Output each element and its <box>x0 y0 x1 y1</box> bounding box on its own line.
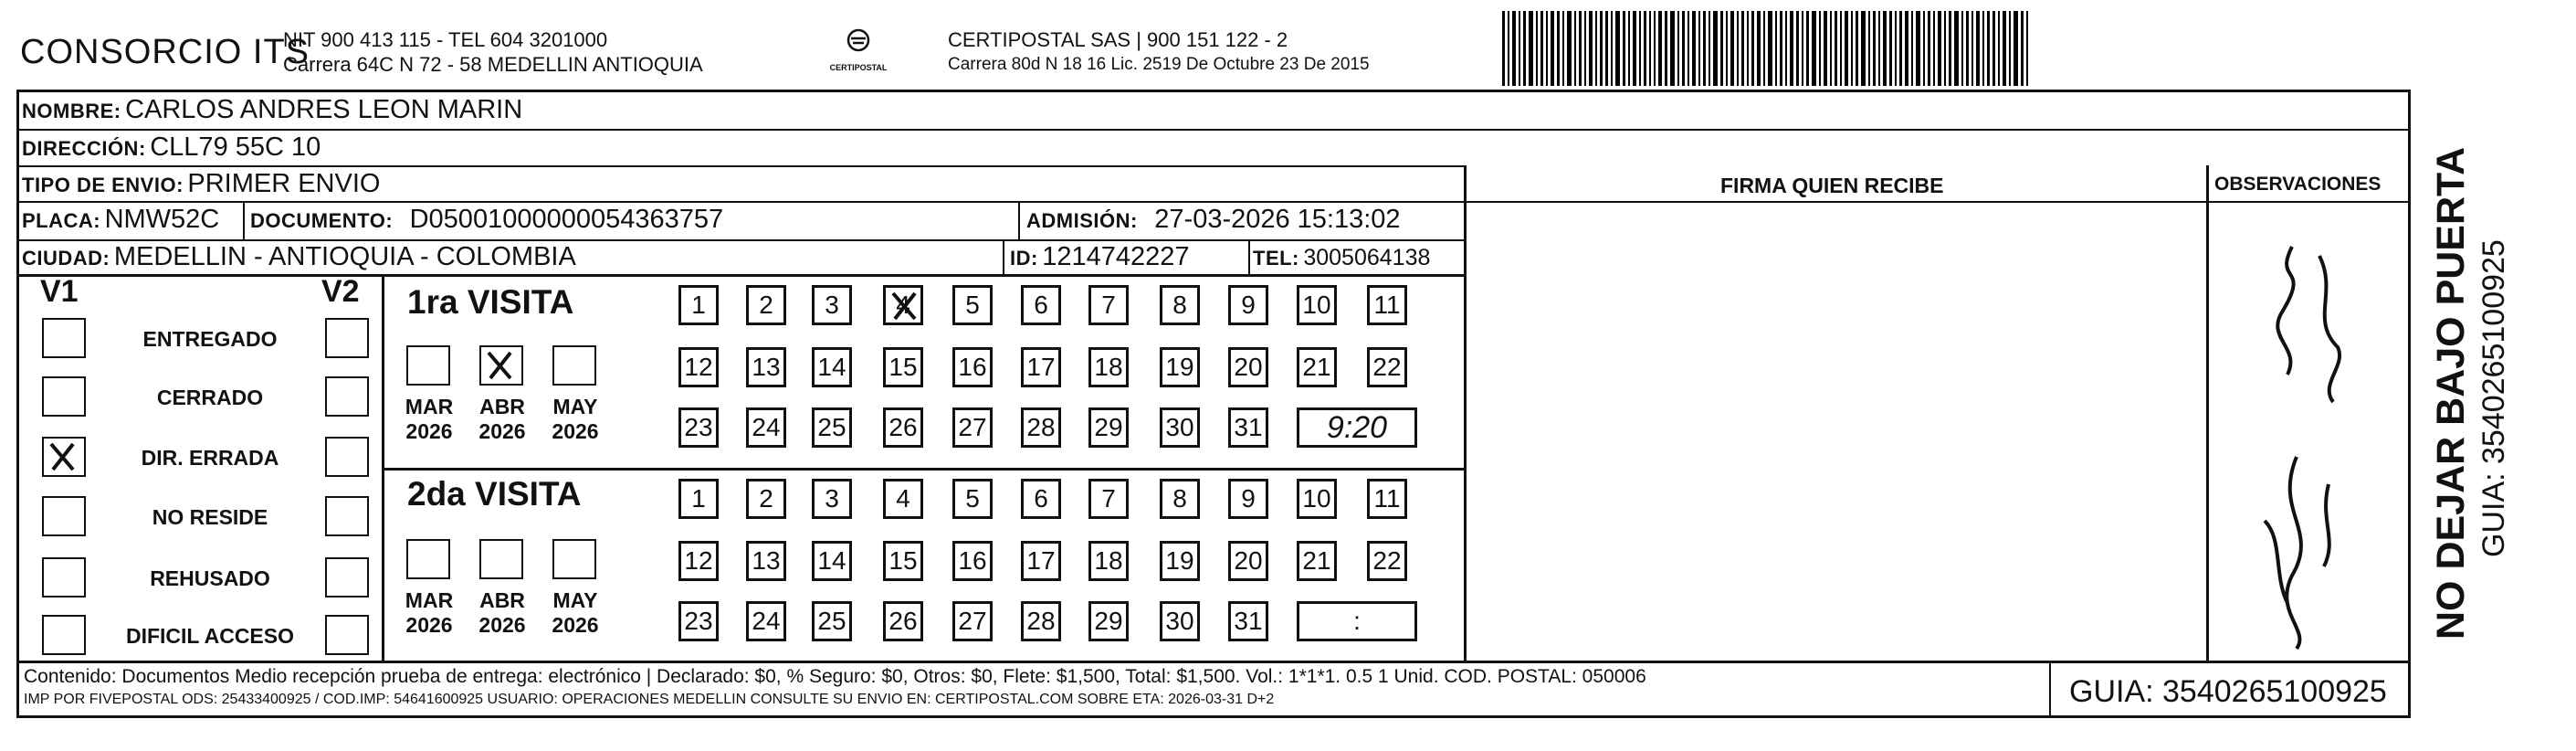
barcode-bar <box>1966 11 1969 86</box>
direccion-label: DIRECCIÓN: <box>22 137 146 160</box>
visit2-day-29[interactable]: 29 <box>1088 601 1129 641</box>
barcode-bar <box>1856 11 1858 86</box>
visit2-day-7[interactable]: 7 <box>1088 479 1129 519</box>
visit1-day-9[interactable]: 9 <box>1228 285 1268 325</box>
barcode-bar <box>1806 11 1809 86</box>
visit1-day-20[interactable]: 20 <box>1228 347 1268 387</box>
visit1-month-checkbox-abr[interactable] <box>479 345 523 386</box>
barcode-bar <box>1971 11 1973 86</box>
footer-imp: IMP POR FIVEPOSTAL ODS: 25433400925 / COD.IMP: 54641600925 USUARIO: OPERACIONES MEDELLIN CONSULTE SU ENVIO EN: CERTIPOSTAL.COM SOBRE ETA: 2026-03-31 D+2 <box>24 692 1275 707</box>
barcode-bar <box>1861 11 1866 86</box>
barcode-bar <box>1868 11 1870 86</box>
tipo-value: PRIMER ENVIO <box>187 169 381 198</box>
col-divider <box>1003 239 1004 276</box>
visit2-day-2[interactable]: 2 <box>746 479 786 519</box>
visit2-month-checkbox-mar[interactable] <box>406 539 450 579</box>
col-divider <box>382 468 1466 471</box>
direccion-value: CLL79 55C 10 <box>150 132 321 162</box>
col-divider <box>2206 201 2409 203</box>
barcode-bar <box>1529 11 1533 86</box>
certipostal-logo <box>826 27 890 72</box>
barcode-bar <box>1720 11 1723 86</box>
frame-top <box>16 90 2409 92</box>
barcode-bar <box>1546 11 1548 86</box>
barcode-bar <box>1713 11 1718 86</box>
barcode-bar <box>1523 11 1526 86</box>
barcode-bar <box>1605 11 1608 86</box>
footer-contenido: Contenido: Documentos Medio recepción prueba de entrega: electrónico | Declarado: $0, % Seguro: $0, Otros: $0, Flete: $1,500, Total: $1,500. Vol.: 1*1*1. 0.5 1 Unid. COD. POSTAL: 050006 <box>24 666 1646 687</box>
barcode-bar <box>1923 11 1925 86</box>
barcode-bar <box>1933 11 1935 86</box>
nombre-label: NOMBRE: <box>22 100 121 122</box>
firma-header: FIRMA QUIEN RECIBE <box>1720 174 1944 197</box>
visit1-month-checkbox-mar[interactable] <box>406 345 450 386</box>
visit1-day-16[interactable]: 16 <box>952 347 993 387</box>
certipostal-address: Carrera 80d N 18 16 Lic. 2519 De Octubre 23 De 2015 <box>948 55 1370 74</box>
barcode-bar <box>1802 11 1803 86</box>
row-divider <box>16 165 1464 167</box>
visit2-day-16[interactable]: 16 <box>952 541 993 581</box>
barcode-bar <box>1567 11 1572 86</box>
barcode-bar <box>1830 11 1832 86</box>
barcode-bar <box>1751 11 1754 86</box>
visit2-month-checkbox-may[interactable] <box>552 539 596 579</box>
documento-label: DOCUMENTO: <box>250 209 394 232</box>
v2-checkbox-dir-errada[interactable] <box>325 437 369 477</box>
visit1-day-15[interactable]: 15 <box>883 347 923 387</box>
row-divider <box>16 274 1464 277</box>
tipo-row <box>22 169 380 199</box>
visit2-month-label-abr: ABR 2026 <box>478 588 526 637</box>
placa-label: PLACA: <box>22 209 101 232</box>
visit1-day-5[interactable]: 5 <box>952 285 993 325</box>
visit1-day-30[interactable]: 30 <box>1160 407 1200 448</box>
barcode-bar <box>1574 11 1576 86</box>
barcode-bar <box>1737 11 1739 86</box>
footer-guia: GUIA: 3540265100925 <box>2069 674 2387 709</box>
visit1-day-25[interactable]: 25 <box>812 407 852 448</box>
row-divider <box>16 201 2409 203</box>
barcode-bar <box>1536 11 1538 86</box>
barcode-bar <box>1775 11 1777 86</box>
visit2-time-field[interactable]: : <box>1297 601 1417 641</box>
visit1-month-label-may: MAY 2026 <box>552 395 599 443</box>
v2-checkbox-cerrado[interactable] <box>325 376 369 417</box>
visit1-day-4[interactable]: 4 <box>883 285 923 325</box>
observaciones-header: OBSERVACIONES <box>2214 174 2381 195</box>
placa-value: NMW52C <box>104 205 220 234</box>
v1-checkbox-no-reside[interactable] <box>42 496 86 536</box>
col-divider <box>243 201 245 239</box>
v1-checkbox-dificil-acceso[interactable] <box>42 615 86 655</box>
tel-row <box>1253 245 1430 271</box>
visit1-day-18[interactable]: 18 <box>1088 347 1129 387</box>
visit1-month-label-abr: ABR 2026 <box>478 395 526 443</box>
visit2-day-4[interactable]: 4 <box>883 479 923 519</box>
visit2-day-13[interactable]: 13 <box>746 541 786 581</box>
certipostal-line: CERTIPOSTAL SAS | 900 151 122 - 2 <box>948 28 1288 51</box>
visit2-day-6[interactable]: 6 <box>1021 479 1061 519</box>
visit2-day-22[interactable]: 22 <box>1367 541 1407 581</box>
barcode-bar <box>1949 11 1951 86</box>
nit-line: NIT 900 413 115 - TEL 604 3201000 <box>283 28 608 51</box>
v2-checkbox-no-reside[interactable] <box>325 496 369 536</box>
barcode-bar <box>1628 11 1630 86</box>
barcode-bar <box>1611 11 1613 86</box>
barcode-bar <box>1916 11 1920 86</box>
barcode-bar <box>1677 11 1679 86</box>
barcode-bar <box>1709 11 1710 86</box>
company-address: Carrera 64C N 72 - 58 MEDELLIN ANTIOQUIA <box>283 53 703 76</box>
barcode-bar <box>1589 11 1593 86</box>
barcode-bar <box>1796 11 1799 86</box>
observaciones-handwriting <box>2210 210 2406 658</box>
col-divider <box>1464 165 1467 661</box>
visit1-day-11[interactable]: 11 <box>1367 285 1407 325</box>
barcode-bar <box>1692 11 1696 86</box>
barcode-bar <box>1579 11 1582 86</box>
barcode-bar <box>1998 11 2000 86</box>
visit1-day-17[interactable]: 17 <box>1021 347 1061 387</box>
visit2-day-21[interactable]: 21 <box>1297 541 1337 581</box>
barcode-bar <box>1780 11 1782 86</box>
v2-checkbox-dificil-acceso[interactable] <box>325 615 369 655</box>
barcode-bar <box>1911 11 1913 86</box>
visit1-day-22[interactable]: 22 <box>1367 347 1407 387</box>
visit1-day-6[interactable]: 6 <box>1021 285 1061 325</box>
visit1-day-12[interactable]: 12 <box>678 347 719 387</box>
barcode-bar <box>1698 11 1700 86</box>
logo-text: CERTIPOSTAL <box>829 63 888 72</box>
visit2-day-17[interactable]: 17 <box>1021 541 1061 581</box>
frame-right <box>2408 90 2411 718</box>
visit1-day-28[interactable]: 28 <box>1021 407 1061 448</box>
barcode-bar <box>1562 11 1564 86</box>
barcode-bar <box>1726 11 1728 86</box>
ciudad-row <box>22 242 576 272</box>
barcode-bar <box>2021 11 2024 86</box>
barcode-bar <box>1615 11 1620 86</box>
col-divider <box>2049 661 2051 715</box>
barcode-bar <box>1670 11 1675 86</box>
tel-value: 3005064138 <box>1303 245 1431 270</box>
barcode-bar <box>1845 11 1848 86</box>
barcode-bar <box>1519 11 1520 86</box>
status-label-dificil-acceso: DIFICIL ACCESO <box>125 624 294 648</box>
barcode-bar <box>1944 11 1946 86</box>
visit2-month-label-may: MAY 2026 <box>552 588 599 637</box>
barcode-bar <box>1895 11 1897 86</box>
barcode-bar <box>1639 11 1641 86</box>
no-dejar-bajo-puerta: NO DEJAR BAJO PUERTA <box>2429 146 2473 640</box>
barcode-bar <box>1644 11 1646 86</box>
frame-left <box>16 90 19 715</box>
v2-label: V2 <box>321 274 360 309</box>
barcode-bar <box>1840 11 1842 86</box>
barcode-bar <box>1540 11 1543 86</box>
visit2-month-checkbox-abr[interactable] <box>479 539 523 579</box>
visit1-day-2[interactable]: 2 <box>746 285 786 325</box>
visit1-month-label-mar: MAR 2026 <box>405 395 454 443</box>
status-label-dir-errada: DIR. ERRADA <box>141 446 279 470</box>
id-label: ID: <box>1010 247 1038 270</box>
visit2-day-18[interactable]: 18 <box>1088 541 1129 581</box>
visit1-day-1[interactable]: 1 <box>678 285 719 325</box>
visit2-day-27[interactable]: 27 <box>952 601 993 641</box>
barcode-bar <box>1584 11 1586 86</box>
barcode-bar <box>1961 11 1963 86</box>
col-divider <box>1018 201 1020 239</box>
visit2-day-9[interactable]: 9 <box>1228 479 1268 519</box>
barcode-bar <box>1878 11 1880 86</box>
visit2-day-14[interactable]: 14 <box>812 541 852 581</box>
barcode-bar <box>1633 11 1636 86</box>
visit2-day-3[interactable]: 3 <box>812 479 852 519</box>
id-row <box>1010 242 1190 272</box>
barcode-bar <box>1658 11 1662 86</box>
v2-checkbox-entregado[interactable] <box>325 318 369 358</box>
nombre-row <box>22 95 522 125</box>
visit2-day-15[interactable]: 15 <box>883 541 923 581</box>
visit1-title: 1ra VISITA <box>407 283 574 321</box>
col-divider <box>1248 239 1250 276</box>
barcode-bar <box>1757 11 1761 86</box>
visit2-month-label-mar: MAR 2026 <box>405 588 454 637</box>
barcode-bar <box>1703 11 1706 86</box>
status-label-cerrado: CERRADO <box>156 386 264 409</box>
barcode-bar <box>1508 11 1509 86</box>
barcode-bar <box>1688 11 1689 86</box>
x-mark-icon <box>44 439 80 475</box>
visit2-day-8[interactable]: 8 <box>1160 479 1200 519</box>
barcode-bar <box>1623 11 1625 86</box>
visit1-day-27[interactable]: 27 <box>952 407 993 448</box>
admision-value: 27-03-2026 15:13:02 <box>1154 205 1401 234</box>
x-mark-icon <box>481 347 518 384</box>
visit1-day-23[interactable]: 23 <box>678 407 719 448</box>
visit2-day-1[interactable]: 1 <box>678 479 719 519</box>
visit2-day-26[interactable]: 26 <box>883 601 923 641</box>
visit2-day-12[interactable]: 12 <box>678 541 719 581</box>
nombre-value: CARLOS ANDRES LEON MARIN <box>125 95 523 124</box>
barcode-bar <box>1595 11 1597 86</box>
barcode-bar <box>1819 11 1821 86</box>
barcode-bar <box>2009 11 2011 86</box>
visit2-day-19[interactable]: 19 <box>1160 541 1200 581</box>
visit2-day-10[interactable]: 10 <box>1297 479 1337 519</box>
barcode <box>1502 11 2187 86</box>
barcode-bar <box>1905 11 1908 86</box>
visit2-day-31[interactable]: 31 <box>1228 601 1268 641</box>
barcode-bar <box>1889 11 1892 86</box>
visit2-day-30[interactable]: 30 <box>1160 601 1200 641</box>
barcode-bar <box>1557 11 1560 86</box>
visit1-day-19[interactable]: 19 <box>1160 347 1200 387</box>
barcode-bar <box>1883 11 1887 86</box>
barcode-bar <box>1512 11 1516 86</box>
direccion-row <box>22 132 321 163</box>
barcode-bar <box>1600 11 1603 86</box>
certipostal-info <box>948 27 1370 77</box>
barcode-bar <box>1938 11 1941 86</box>
barcode-bar <box>1824 11 1827 86</box>
barcode-bar <box>1682 11 1685 86</box>
barcode-bar <box>1768 11 1772 86</box>
id-value: 1214742227 <box>1042 242 1190 271</box>
visit2-day-28[interactable]: 28 <box>1021 601 1061 641</box>
barcode-bar <box>2003 11 2006 86</box>
visit2-day-23[interactable]: 23 <box>678 601 719 641</box>
status-label-entregado: ENTREGADO <box>142 327 278 351</box>
v2-checkbox-rehusado[interactable] <box>325 557 369 598</box>
tipo-label: TIPO DE ENVIO: <box>22 174 184 196</box>
frame-bottom <box>16 715 2411 718</box>
visit1-day-8[interactable]: 8 <box>1160 285 1200 325</box>
side-guia: GUIA: 3540265100925 <box>2476 239 2511 557</box>
ciudad-value: MEDELLIN - ANTIOQUIA - COLOMBIA <box>113 242 576 271</box>
row-divider <box>16 129 2409 131</box>
visit1-day-10[interactable]: 10 <box>1297 285 1337 325</box>
certipostal-logo-icon <box>840 27 877 58</box>
barcode-bar <box>1730 11 1734 86</box>
barcode-bar <box>1654 11 1656 86</box>
company-name: CONSORCIO ITS <box>20 33 310 71</box>
barcode-bar <box>2026 11 2028 86</box>
barcode-bar <box>1747 11 1749 86</box>
barcode-bar <box>1992 11 1995 86</box>
barcode-bar <box>1987 11 1990 86</box>
barcode-bar <box>1785 11 1787 86</box>
admision-row <box>1026 205 1401 235</box>
barcode-bar <box>1812 11 1816 86</box>
barcode-bar <box>1899 11 1902 86</box>
visit2-title: 2da VISITA <box>407 475 582 513</box>
visit1-day-3[interactable]: 3 <box>812 285 852 325</box>
visit1-day-24[interactable]: 24 <box>746 407 786 448</box>
ciudad-label: CIUDAD: <box>22 247 110 270</box>
admision-label: ADMISIÓN: <box>1026 209 1138 232</box>
documento-value: D05001000000054363757 <box>409 205 724 234</box>
visit2-day-11[interactable]: 11 <box>1367 479 1407 519</box>
barcode-bar <box>2013 11 2018 86</box>
visit1-month-checkbox-may[interactable] <box>552 345 596 386</box>
visit2-day-24[interactable]: 24 <box>746 601 786 641</box>
barcode-bar <box>1976 11 1980 86</box>
v1-checkbox-entregado[interactable] <box>42 318 86 358</box>
barcode-bar <box>1665 11 1667 86</box>
company-info <box>283 27 703 77</box>
x-mark-icon <box>886 288 922 324</box>
barcode-bar <box>1790 11 1793 86</box>
visit1-day-26[interactable]: 26 <box>883 407 923 448</box>
v1-checkbox-rehusado[interactable] <box>42 557 86 598</box>
col-divider <box>2206 165 2209 661</box>
barcode-bar <box>1763 11 1765 86</box>
placa-row <box>22 205 219 235</box>
visit2-day-5[interactable]: 5 <box>952 479 993 519</box>
row-divider <box>16 239 1464 241</box>
visit1-day-21[interactable]: 21 <box>1297 347 1337 387</box>
barcode-bar <box>1851 11 1853 86</box>
status-label-no-reside: NO RESIDE <box>152 505 268 529</box>
barcode-bar <box>1954 11 1959 86</box>
visit1-day-7[interactable]: 7 <box>1088 285 1129 325</box>
v1-checkbox-cerrado[interactable] <box>42 376 86 417</box>
barcode-bar <box>1741 11 1744 86</box>
visit1-time-field[interactable]: 9:20 <box>1297 407 1417 448</box>
visit1-day-14[interactable]: 14 <box>812 347 852 387</box>
barcode-bar <box>1835 11 1837 86</box>
documento-row <box>250 205 723 235</box>
v1-label: V1 <box>40 274 79 309</box>
visit1-day-13[interactable]: 13 <box>746 347 786 387</box>
barcode-bar <box>1982 11 1984 86</box>
barcode-bar <box>1873 11 1876 86</box>
visit2-day-20[interactable]: 20 <box>1228 541 1268 581</box>
visit1-day-31[interactable]: 31 <box>1228 407 1268 448</box>
barcode-bar <box>1502 11 1505 86</box>
visit1-day-29[interactable]: 29 <box>1088 407 1129 448</box>
visit2-day-25[interactable]: 25 <box>812 601 852 641</box>
tel-label: TEL: <box>1253 247 1299 270</box>
barcode-bar <box>1551 11 1554 86</box>
barcode-bar <box>1649 11 1651 86</box>
status-label-rehusado: REHUSADO <box>150 566 270 590</box>
v1-checkbox-dir-errada[interactable] <box>42 437 86 477</box>
barcode-bar <box>1928 11 1930 86</box>
